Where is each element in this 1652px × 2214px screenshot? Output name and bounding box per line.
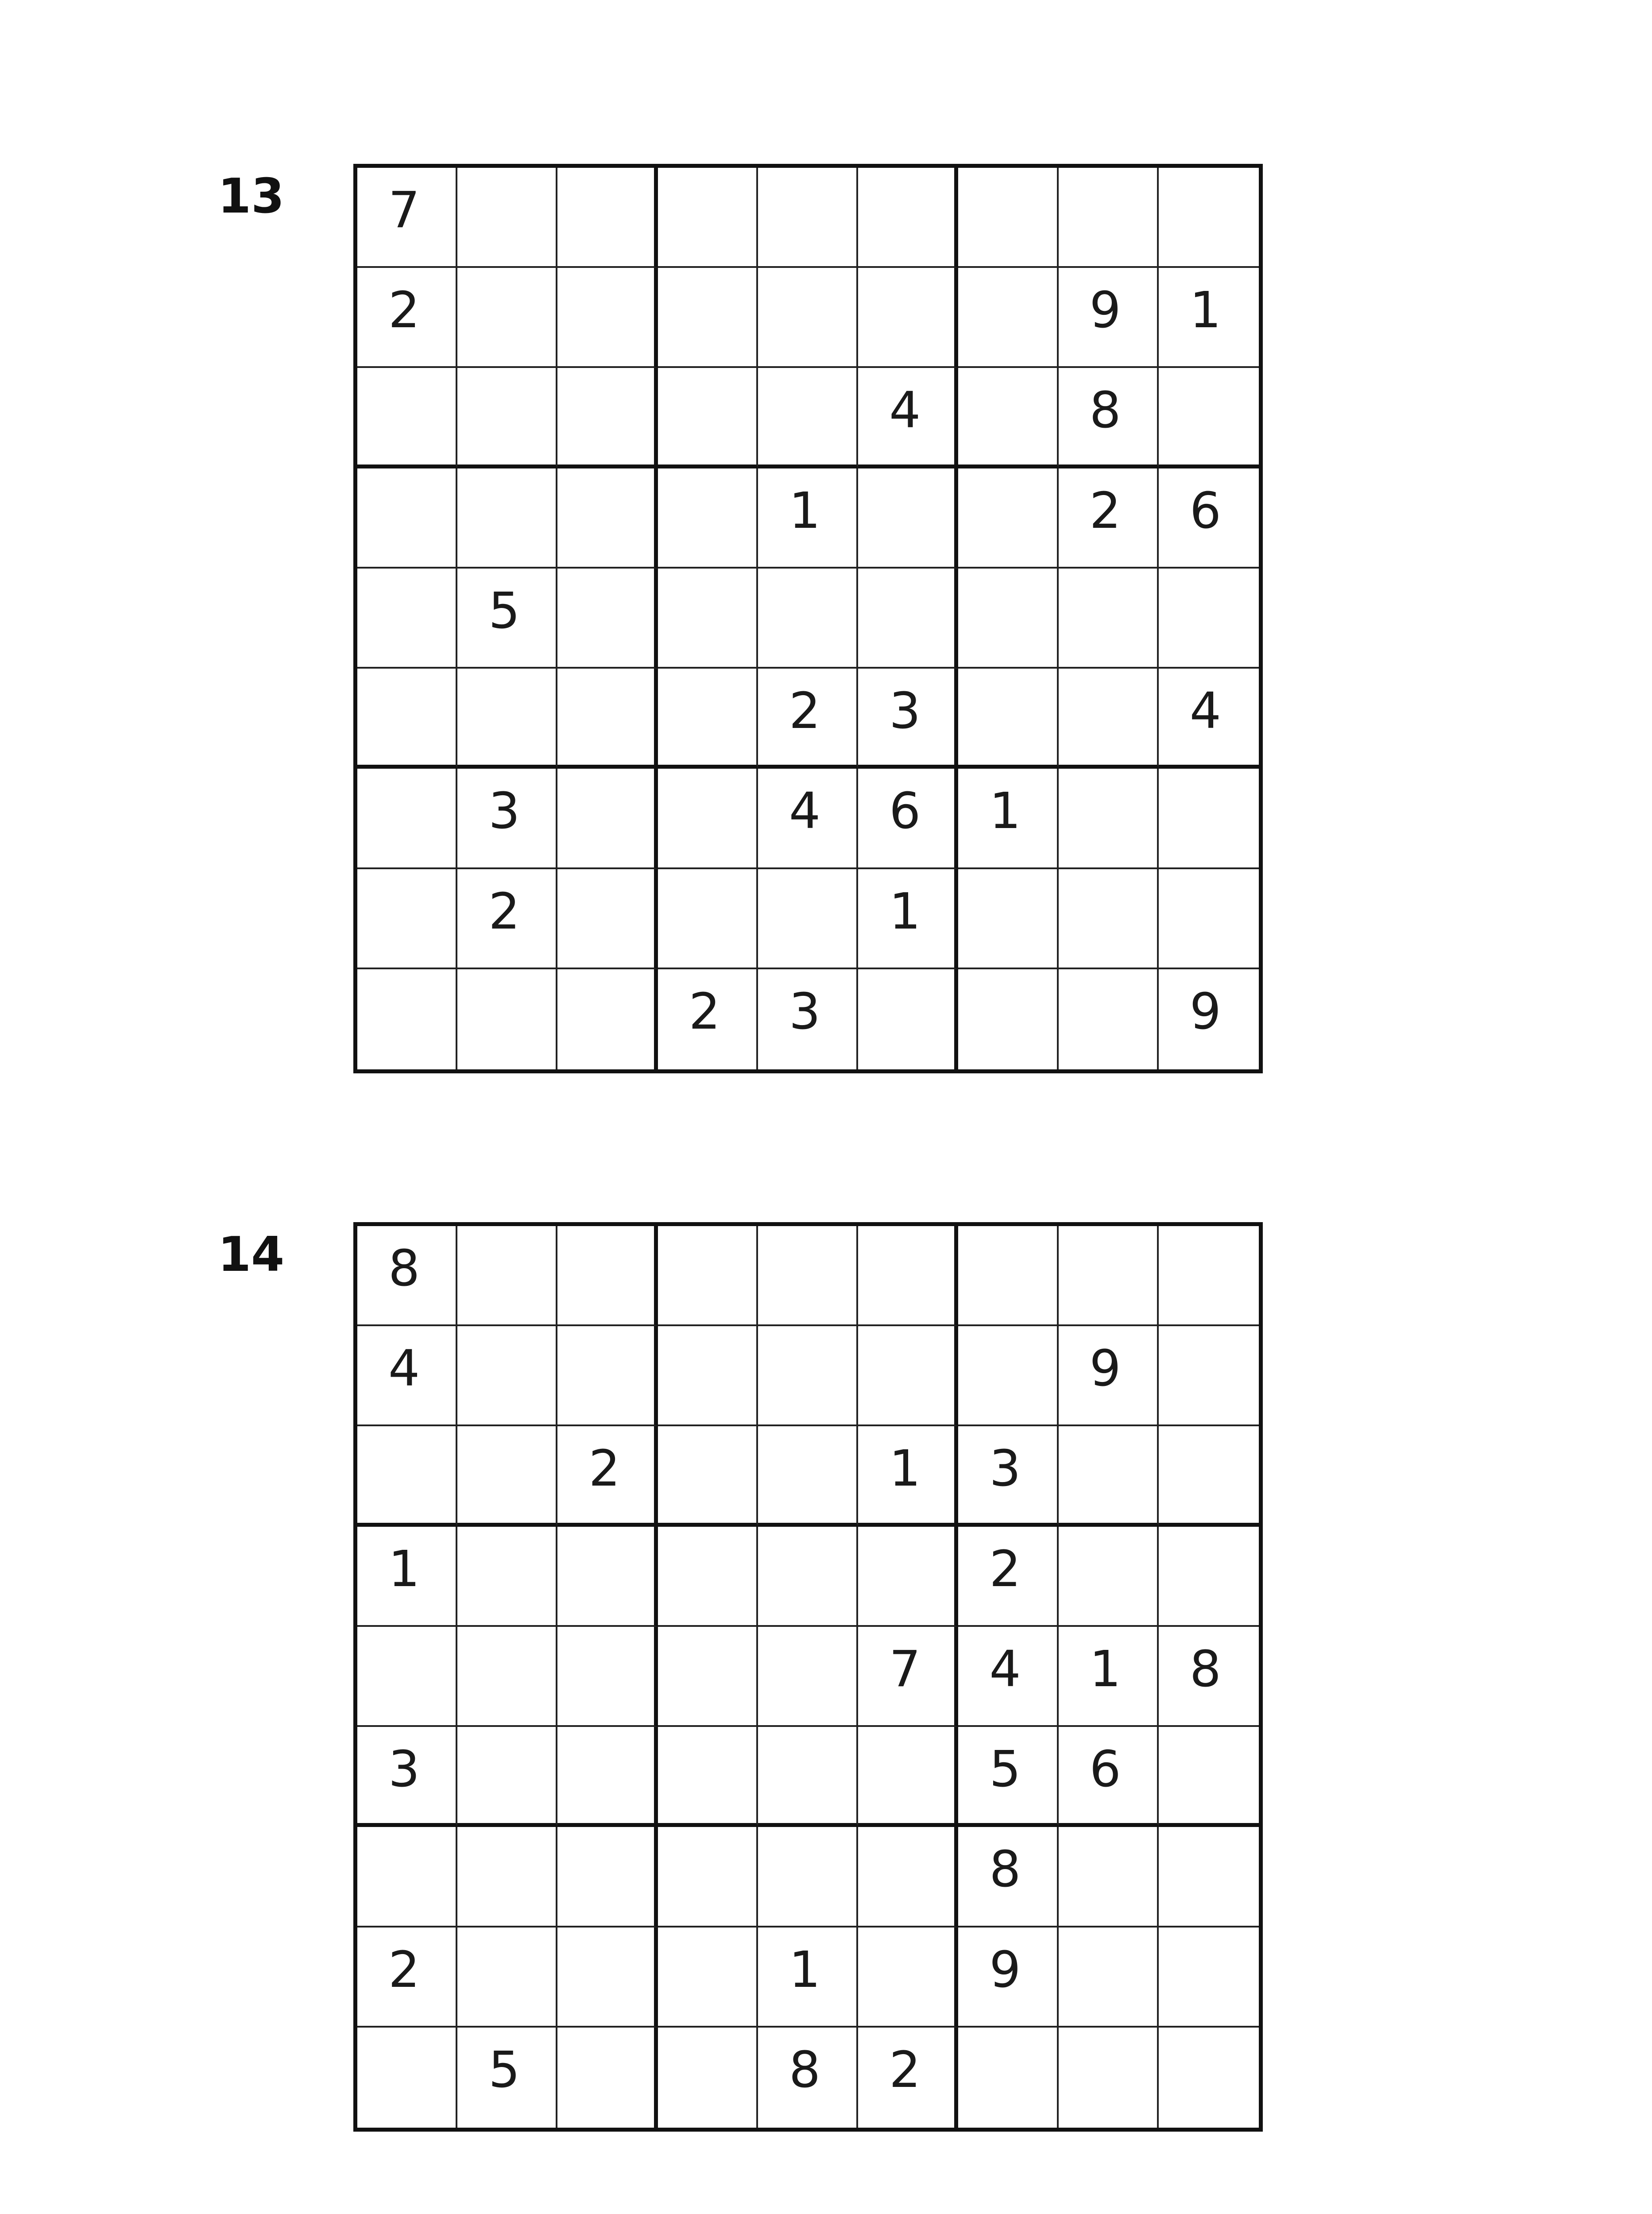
sudoku-cell[interactable]: [1059, 1827, 1159, 1927]
sudoku-cell[interactable]: [958, 368, 1058, 468]
sudoku-cell[interactable]: [1059, 869, 1159, 969]
sudoku-cell[interactable]: [1059, 1928, 1159, 2028]
sudoku-cell[interactable]: [557, 2028, 658, 2128]
sudoku-cell[interactable]: [557, 769, 658, 869]
sudoku-cell[interactable]: [658, 769, 758, 869]
sudoku-cell[interactable]: [958, 669, 1058, 769]
sudoku-cell[interactable]: [658, 1627, 758, 1727]
sudoku-cell[interactable]: [858, 1426, 958, 1526]
sudoku-cell[interactable]: [758, 569, 858, 669]
sudoku-cell[interactable]: [557, 1426, 658, 1526]
sudoku-cell[interactable]: [658, 869, 758, 969]
sudoku-cell[interactable]: [758, 1627, 858, 1727]
given-digit: 5: [488, 2041, 520, 2099]
sudoku-cell[interactable]: [557, 1928, 658, 2028]
sudoku-cell[interactable]: [658, 2028, 758, 2128]
sudoku-cell[interactable]: [658, 1827, 758, 1927]
given-digit: 9: [989, 1941, 1021, 1999]
sudoku-cell[interactable]: [1159, 1527, 1259, 1627]
sudoku-cell[interactable]: [357, 569, 457, 669]
given-digit: 4: [388, 1340, 420, 1398]
given-digit: 2: [1089, 482, 1121, 540]
sudoku-cell[interactable]: [958, 1326, 1058, 1426]
sudoku-cell[interactable]: [457, 368, 557, 468]
sudoku-cell[interactable]: [1159, 168, 1259, 268]
sudoku-cell[interactable]: [858, 168, 958, 268]
given-digit: 9: [1089, 1340, 1121, 1398]
sudoku-cell[interactable]: [357, 669, 457, 769]
given-digit: 1: [1189, 282, 1222, 340]
sudoku-cell[interactable]: [1059, 1226, 1159, 1326]
sudoku-cell[interactable]: [557, 969, 658, 1069]
sudoku-cell[interactable]: [958, 1226, 1058, 1326]
sudoku-cell[interactable]: [457, 569, 557, 669]
sudoku-cell[interactable]: [557, 1827, 658, 1927]
sudoku-cell[interactable]: [1159, 869, 1259, 969]
given-digit: 2: [388, 1941, 420, 1999]
sudoku-cell[interactable]: [958, 168, 1058, 268]
sudoku-cell[interactable]: [858, 669, 958, 769]
sudoku-cell[interactable]: [1159, 1627, 1259, 1727]
sudoku-cell[interactable]: [357, 769, 457, 869]
given-digit: 3: [488, 782, 520, 840]
sudoku-cell[interactable]: [1159, 268, 1259, 368]
sudoku-cell[interactable]: [858, 1326, 958, 1426]
sudoku-cell[interactable]: [758, 869, 858, 969]
sudoku-cell[interactable]: [758, 1326, 858, 1426]
sudoku-cell[interactable]: [457, 468, 557, 569]
sudoku-cell[interactable]: [858, 1627, 958, 1727]
puzzle-number: 14: [218, 1227, 285, 1282]
given-digit: 4: [889, 382, 921, 440]
sudoku-cell[interactable]: [658, 1928, 758, 2028]
sudoku-cell[interactable]: [1059, 1326, 1159, 1426]
given-digit: 5: [488, 582, 520, 640]
sudoku-cell[interactable]: [1059, 1727, 1159, 1827]
sudoku-cell[interactable]: [557, 368, 658, 468]
sudoku-cell[interactable]: [1159, 1827, 1259, 1927]
sudoku-cell[interactable]: [958, 2028, 1058, 2128]
given-digit: 8: [388, 1240, 420, 1297]
sudoku-cell[interactable]: [658, 268, 758, 368]
sudoku-cell[interactable]: [758, 1527, 858, 1627]
sudoku-cell[interactable]: [958, 268, 1058, 368]
sudoku-cell[interactable]: [758, 2028, 858, 2128]
sudoku-cell[interactable]: [1059, 1426, 1159, 1526]
sudoku-cell[interactable]: [858, 1928, 958, 2028]
given-digit: 1: [889, 1440, 921, 1498]
sudoku-cell[interactable]: [958, 569, 1058, 669]
sudoku-cell[interactable]: [457, 1326, 557, 1426]
given-digit: 8: [1189, 1640, 1222, 1698]
sudoku-cell[interactable]: [1059, 2028, 1159, 2128]
sudoku-cell[interactable]: [557, 869, 658, 969]
puzzle-number: 13: [218, 169, 285, 224]
sudoku-cell[interactable]: [1159, 1928, 1259, 2028]
sudoku-cell[interactable]: [457, 168, 557, 268]
sudoku-cell[interactable]: [1159, 368, 1259, 468]
given-digit: 8: [989, 1841, 1021, 1899]
sudoku-cell[interactable]: [1059, 569, 1159, 669]
given-digit: 2: [588, 1440, 620, 1498]
given-digit: 3: [789, 983, 821, 1041]
sudoku-cell[interactable]: [658, 168, 758, 268]
sudoku-cell[interactable]: [858, 1727, 958, 1827]
sudoku-cell[interactable]: [1059, 669, 1159, 769]
sudoku-cell[interactable]: [1059, 969, 1159, 1069]
given-digit: 2: [789, 682, 821, 740]
sudoku-cell[interactable]: [357, 1928, 457, 2028]
sudoku-cell[interactable]: [357, 2028, 457, 2128]
sudoku-cell[interactable]: [1059, 168, 1159, 268]
sudoku-cell[interactable]: [1159, 669, 1259, 769]
sudoku-cell[interactable]: [758, 268, 858, 368]
sudoku-cell[interactable]: [958, 1627, 1058, 1727]
given-digit: 6: [1189, 482, 1222, 540]
sudoku-cell[interactable]: [758, 669, 858, 769]
given-digit: 2: [889, 2041, 921, 2099]
sudoku-cell[interactable]: [357, 1827, 457, 1927]
sudoku-cell[interactable]: [658, 1727, 758, 1827]
given-digit: 3: [989, 1440, 1021, 1498]
sudoku-cell[interactable]: [557, 669, 658, 769]
sudoku-cell[interactable]: [858, 268, 958, 368]
sudoku-cell[interactable]: [858, 869, 958, 969]
sudoku-cell[interactable]: [457, 1527, 557, 1627]
sudoku-cell[interactable]: [1059, 268, 1159, 368]
sudoku-cell[interactable]: [858, 2028, 958, 2128]
sudoku-cell[interactable]: [858, 368, 958, 468]
given-digit: 4: [989, 1640, 1021, 1698]
given-digit: 1: [989, 782, 1021, 840]
sudoku-cell[interactable]: [958, 468, 1058, 569]
sudoku-cell[interactable]: [357, 1326, 457, 1426]
given-digit: 1: [889, 883, 921, 941]
sudoku-cell[interactable]: [1159, 569, 1259, 669]
sudoku-cell[interactable]: [457, 669, 557, 769]
sudoku-cell[interactable]: [357, 869, 457, 969]
sudoku-cell[interactable]: [1159, 1326, 1259, 1426]
sudoku-cell[interactable]: [557, 168, 658, 268]
sudoku-cell[interactable]: [1159, 1226, 1259, 1326]
sudoku-cell[interactable]: [357, 1627, 457, 1727]
sudoku-cell[interactable]: [357, 1727, 457, 1827]
sudoku-cell[interactable]: [1159, 969, 1259, 1069]
sudoku-cell[interactable]: [658, 1527, 758, 1627]
sudoku-cell[interactable]: [557, 1727, 658, 1827]
sudoku-cell[interactable]: [457, 1426, 557, 1526]
sudoku-cell[interactable]: [1059, 1527, 1159, 1627]
sudoku-cell[interactable]: [357, 168, 457, 268]
sudoku-cell[interactable]: [858, 569, 958, 669]
given-digit: 7: [889, 1640, 921, 1698]
sudoku-cell[interactable]: [758, 769, 858, 869]
sudoku-cell[interactable]: [758, 368, 858, 468]
sudoku-cell[interactable]: [958, 969, 1058, 1069]
given-digit: 8: [789, 2041, 821, 2099]
sudoku-cell[interactable]: [758, 1727, 858, 1827]
sudoku-cell[interactable]: [958, 1928, 1058, 2028]
sudoku-cell[interactable]: [858, 468, 958, 569]
given-digit: 1: [388, 1540, 420, 1598]
sudoku-cell[interactable]: [758, 969, 858, 1069]
sudoku-cell[interactable]: [457, 969, 557, 1069]
sudoku-cell[interactable]: [557, 468, 658, 569]
given-digit: 4: [789, 782, 821, 840]
sudoku-cell[interactable]: [958, 1527, 1058, 1627]
sudoku-cell[interactable]: [658, 669, 758, 769]
sudoku-cell[interactable]: [958, 1426, 1058, 1526]
sudoku-cell[interactable]: [1159, 2028, 1259, 2128]
sudoku-cell[interactable]: [357, 368, 457, 468]
sudoku-cell[interactable]: [1059, 769, 1159, 869]
sudoku-cell[interactable]: [658, 969, 758, 1069]
sudoku-cell[interactable]: [758, 1827, 858, 1927]
sudoku-cell[interactable]: [758, 1426, 858, 1526]
sudoku-cell[interactable]: [357, 1527, 457, 1627]
sudoku-cell[interactable]: [858, 1827, 958, 1927]
sudoku-cell[interactable]: [858, 769, 958, 869]
sudoku-cell[interactable]: [1159, 1727, 1259, 1827]
sudoku-cell[interactable]: [958, 869, 1058, 969]
sudoku-cell[interactable]: [958, 1727, 1058, 1827]
sudoku-grid: [353, 1222, 1263, 2132]
sudoku-cell[interactable]: [557, 268, 658, 368]
sudoku-cell[interactable]: [1159, 1426, 1259, 1526]
given-digit: 1: [1089, 1640, 1121, 1698]
sudoku-cell[interactable]: [658, 368, 758, 468]
given-digit: 3: [388, 1741, 420, 1799]
sudoku-cell[interactable]: [658, 569, 758, 669]
sudoku-cell[interactable]: [557, 1527, 658, 1627]
sudoku-cell[interactable]: [457, 1727, 557, 1827]
given-digit: 8: [1089, 382, 1121, 440]
sudoku-grid: [353, 164, 1263, 1073]
sudoku-cell[interactable]: [858, 969, 958, 1069]
sudoku-cell[interactable]: [758, 1928, 858, 2028]
sudoku-cell[interactable]: [758, 1226, 858, 1326]
given-digit: 4: [1189, 682, 1222, 740]
given-digit: 6: [1089, 1741, 1121, 1799]
sudoku-cell[interactable]: [858, 1226, 958, 1326]
given-digit: 2: [488, 883, 520, 941]
sudoku-cell[interactable]: [658, 1226, 758, 1326]
sudoku-cell[interactable]: [457, 2028, 557, 2128]
sudoku-cell[interactable]: [858, 1527, 958, 1627]
sudoku-cell[interactable]: [557, 569, 658, 669]
sudoku-cell[interactable]: [357, 1226, 457, 1326]
sudoku-cell[interactable]: [658, 1426, 758, 1526]
sudoku-cell[interactable]: [457, 1827, 557, 1927]
sudoku-cell[interactable]: [357, 468, 457, 569]
sudoku-cell[interactable]: [1159, 468, 1259, 569]
sudoku-cell[interactable]: [1159, 769, 1259, 869]
given-digit: 2: [989, 1540, 1021, 1598]
given-digit: 5: [989, 1741, 1021, 1799]
sudoku-cell[interactable]: [457, 1627, 557, 1727]
given-digit: 3: [889, 682, 921, 740]
sudoku-cell[interactable]: [457, 769, 557, 869]
given-digit: 2: [689, 983, 720, 1041]
given-digit: 9: [1089, 282, 1121, 340]
sudoku-cell[interactable]: [457, 1928, 557, 2028]
sudoku-cell[interactable]: [357, 969, 457, 1069]
sudoku-cell[interactable]: [758, 468, 858, 569]
sudoku-cell[interactable]: [557, 1627, 658, 1727]
sudoku-cell[interactable]: [1059, 1627, 1159, 1727]
sudoku-cell[interactable]: [357, 268, 457, 368]
given-digit: 7: [388, 182, 420, 239]
sudoku-cell[interactable]: [357, 1426, 457, 1526]
sudoku-cell[interactable]: [658, 1326, 758, 1426]
given-digit: 1: [789, 482, 821, 540]
sudoku-cell[interactable]: [958, 769, 1058, 869]
sudoku-cell[interactable]: [457, 268, 557, 368]
sudoku-cell[interactable]: [557, 1226, 658, 1326]
given-digit: 9: [1189, 983, 1222, 1041]
given-digit: 6: [889, 782, 921, 840]
sudoku-cell[interactable]: [1059, 368, 1159, 468]
sudoku-cell[interactable]: [758, 168, 858, 268]
sudoku-cell[interactable]: [958, 1827, 1058, 1927]
sudoku-cell[interactable]: [457, 1226, 557, 1326]
sudoku-cell[interactable]: [658, 468, 758, 569]
given-digit: 2: [388, 282, 420, 340]
given-digit: 1: [789, 1941, 821, 1999]
sudoku-cell[interactable]: [1059, 468, 1159, 569]
sudoku-cell[interactable]: [557, 1326, 658, 1426]
sudoku-cell[interactable]: [457, 869, 557, 969]
